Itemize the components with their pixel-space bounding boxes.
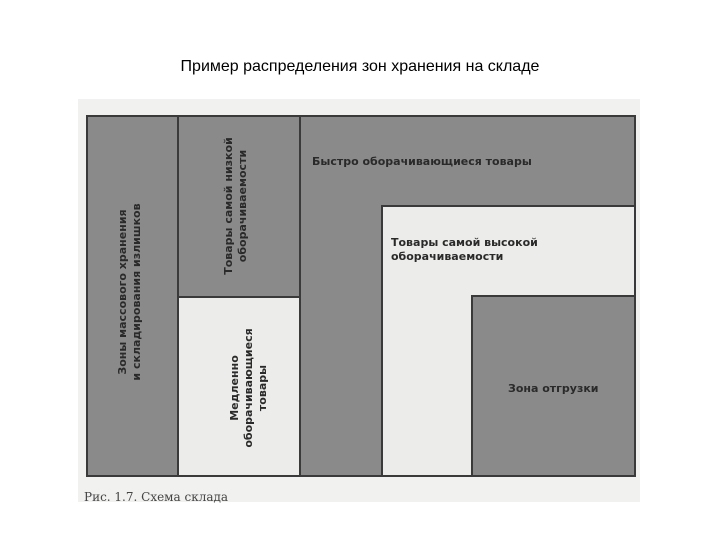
zone-bulk-storage-label: Зоны массового хранения и складирования излишков xyxy=(116,203,143,381)
figure-caption: Рис. 1.7. Схема склада xyxy=(84,490,229,504)
zone-lowest-turnover-label: Товары самой низкой оборачиваемости xyxy=(222,137,249,275)
zone-highest-turnover-label: Товары самой высокой оборачиваемости xyxy=(391,236,538,263)
zone-shipping-label: Зона отгрузки xyxy=(508,382,599,395)
zone-slow-moving-label: Медленно оборачивающиеся товары xyxy=(228,328,269,448)
page-title: Пример распределения зон хранения на складе xyxy=(180,58,540,75)
warehouse-diagram xyxy=(78,99,640,502)
zone-fast-moving-label: Быстро оборачивающиеся товары xyxy=(312,155,532,168)
